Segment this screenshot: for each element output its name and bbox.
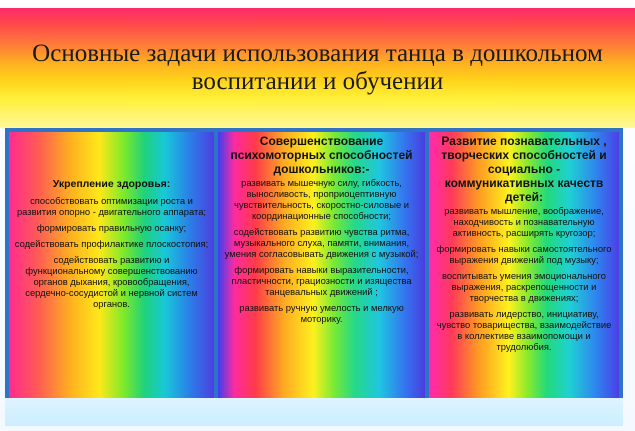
list-item: развивать лидерство, инициативу, чувство товарищества, взаимодействие в коллективе взаимопомощи и трудолюбия. [436,308,612,352]
column-psychomotor [218,132,425,398]
title-banner [0,8,635,128]
list-item: способствовать оптимизации роста и развития опорно - двигательного аппарата; [16,195,207,217]
column-health [9,132,214,398]
list-item: развивать ручную умелость и мелкую моторику. [239,302,404,324]
list-item: содействовать профилактике плоскостопия; [14,238,209,249]
list-item: формировать навыки самостоятельного выражения движений под музыку; [436,243,612,265]
list-item: формировать правильную осанку; [36,222,187,233]
slide-title: Основные задачи использования танца в дошкольном воспитании и обучении [32,40,603,95]
column-cognitive-social [429,132,619,398]
tasks-table [5,128,623,398]
column-heading: Совершенствование психомоторных способностей дошкольников:- [230,134,413,176]
column-heading: Развитие познавательных , творческих способностей и социально - коммуникативных качеств детей: [441,134,607,204]
list-item: содействовать развитию и функциональному совершенствованию органов дыхания, кровообращения, сердечно-сосудистой и нервной систем органов. [25,254,198,309]
list-item: формировать навыки выразительности, пластичности, грациозности и изящества танцевальных движений ; [231,264,412,297]
list-item: содействовать развитию чувства ритма, музыкального слуха, памяти, внимания, умения согласовывать движения с музыкой; [224,226,419,259]
table-footer-band [5,398,623,426]
list-item: развивать мышечную силу, гибкость, выносливость, проприоцептивную чувствительность, скоростно-силовые и координационные способности; [233,177,410,221]
column-heading: Укрепление здоровья: [52,178,171,190]
list-item: воспитывать умения эмоционального выражения, раскрепощенности и творчества в движениях; [442,270,606,303]
list-item: развивать мышление, воображение, находчивость и познавательную активность, расширять кругозор; [444,205,604,238]
